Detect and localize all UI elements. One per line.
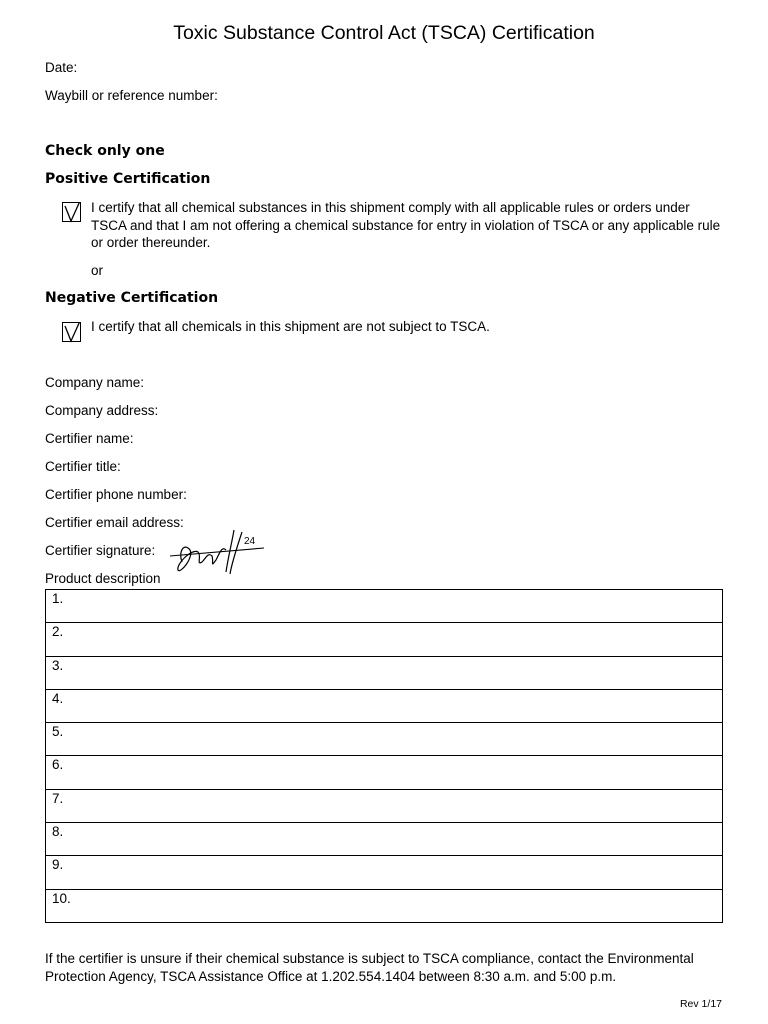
table-row [46,889,723,922]
product-row-cell[interactable]: 1. [46,590,723,623]
negative-certification-checkbox[interactable] [62,322,81,342]
positive-certification-text: I certify that all chemical substances in this shipment comply with all applicable rules or orders under TSCA and that I am not offering a chemical substance for entry in violation of TSCA or any applicable rule or order thereunder. [91,200,721,250]
check-only-one-heading: Check only one [45,143,165,159]
product-description-label: Product description [45,571,161,586]
certifier-email-label: Certifier email address: [45,515,184,530]
product-row-cell[interactable]: 7. [46,789,723,822]
epa-contact-note: If the certifier is unsure if their chemical substance is subject to TSCA compliance, contact the Environmental Protection Agency, TSCA Assistance Office at 1.202.554.1404 between 8:30 a.m. and 5:00 p.m. [45,951,694,984]
handwritten-signature [168,522,268,580]
signature-date: 24 [244,536,256,547]
table-row [46,823,723,856]
product-row-cell[interactable]: 3. [46,656,723,689]
table-row [46,623,723,656]
table-row [46,656,723,689]
certifier-phone-label: Certifier phone number: [45,487,187,502]
certifier-name-label: Certifier name: [45,431,134,446]
table-row [46,856,723,889]
product-row-cell[interactable]: 10. [46,889,723,922]
date-label: Date: [45,60,78,75]
certifier-signature-label: Certifier signature: [45,543,156,558]
product-row-cell[interactable]: 4. [46,689,723,722]
table-row [46,723,723,756]
table-row [46,590,723,623]
company-name-label: Company name: [45,375,145,390]
positive-certification-checkbox[interactable] [62,202,81,222]
table-row [46,689,723,722]
positive-certification-heading: Positive Certification [45,171,211,187]
product-row-cell[interactable]: 8. [46,823,723,856]
table-row [46,789,723,822]
product-row-cell[interactable]: 5. [46,723,723,756]
product-row-cell[interactable]: 9. [46,856,723,889]
product-description-table [45,589,723,923]
table-row [46,756,723,789]
certifier-title-label: Certifier title: [45,459,121,474]
negative-certification-heading: Negative Certification [45,290,219,306]
revision-label: Rev 1/17 [679,998,722,1010]
negative-certification-text: I certify that all chemicals in this shipment are not subject to TSCA. [91,319,490,334]
page-title: Toxic Substance Control Act (TSCA) Certification [173,22,595,44]
product-row-cell[interactable]: 6. [46,756,723,789]
product-row-cell[interactable]: 2. [46,623,723,656]
or-text: or [91,263,104,278]
checkmark-icon [63,323,82,343]
checkmark-icon [63,203,82,223]
company-address-label: Company address: [45,403,159,418]
waybill-label: Waybill or reference number: [45,88,218,103]
